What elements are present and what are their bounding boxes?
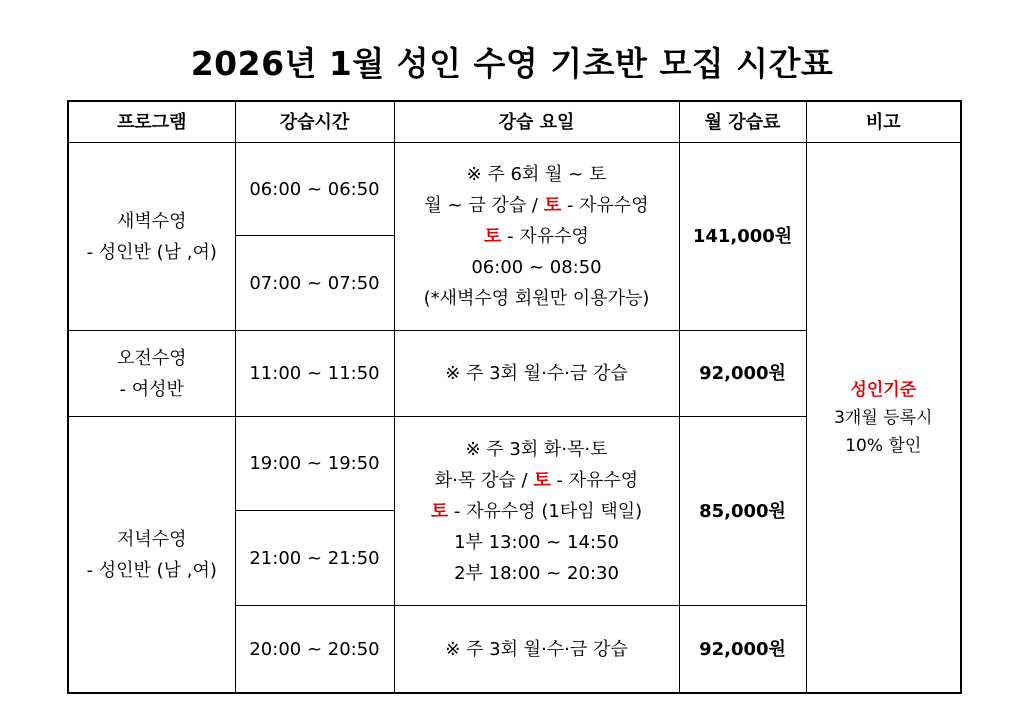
days-cell: ※ 주 3회 월·수·금 강습 [394, 606, 679, 694]
note-line: 10% 할인 [845, 435, 922, 456]
days-line: ※ 주 3회 화·목·토 [465, 438, 608, 460]
time-cell: 20:00 ~ 20:50 [235, 606, 394, 694]
program-name: 저녁수영 [116, 528, 187, 550]
days-line: 1부 13:00 ~ 14:50 [454, 531, 619, 553]
program-cell-morning [68, 331, 235, 417]
note-highlight: 성인기준 [850, 379, 917, 400]
days-line [395, 496, 679, 527]
days-text: - 자유수영 [561, 195, 649, 216]
table-row [68, 143, 961, 236]
note-line: 3개월 등록시 [834, 407, 933, 428]
program-cell-dawn [68, 143, 235, 331]
header-days: 강습 요일 [394, 101, 679, 143]
fee-cell: 92,000원 [679, 331, 806, 417]
days-line [395, 190, 679, 221]
days-text: - 자유수영 [550, 469, 639, 491]
header-row [68, 101, 961, 143]
days-line: ※ 주 6회 월 ~ 토 [466, 164, 607, 185]
time-cell: 06:00 ~ 06:50 [235, 143, 394, 236]
page-title: 2026년 1월 성인 수영 기초반 모집 시간표 [190, 44, 834, 83]
saturday-highlight: 토 [430, 500, 449, 522]
header-note: 비고 [806, 101, 961, 143]
days-text: - 자유수영 [501, 226, 589, 247]
fee-cell: 85,000원 [679, 417, 806, 606]
days-text: 월 ~ 금 강습 / [424, 195, 544, 216]
days-line [395, 221, 679, 252]
days-line: (*새벽수영 회원만 이용가능) [423, 288, 650, 309]
saturday-highlight: 토 [533, 469, 551, 491]
days-text: - 자유수영 (1타임 택일) [448, 500, 643, 522]
time-cell: 21:00 ~ 21:50 [235, 511, 394, 606]
schedule-table [67, 100, 962, 694]
days-cell-dawn [394, 143, 679, 331]
program-name: 새벽수영 [116, 210, 187, 232]
days-line: 2부 18:00 ~ 20:30 [454, 562, 619, 584]
header-program: 프로그램 [68, 101, 235, 143]
program-cell-evening [68, 417, 235, 694]
time-cell: 07:00 ~ 07:50 [235, 236, 394, 331]
program-group: - 성인반 (남 ,여) [86, 559, 217, 581]
days-line [395, 465, 679, 496]
header-time: 강습시간 [235, 101, 394, 143]
note-cell [806, 143, 961, 694]
program-group: - 성인반 (남 ,여) [86, 241, 217, 263]
time-cell: 19:00 ~ 19:50 [235, 417, 394, 511]
days-text: 화·목 강습 / [434, 469, 534, 491]
days-cell-evening [394, 417, 679, 606]
days-cell: ※ 주 3회 월·수·금 강습 [394, 331, 679, 417]
fee-cell: 141,000원 [679, 143, 806, 331]
days-line: 06:00 ~ 08:50 [471, 257, 602, 278]
saturday-highlight: 토 [484, 226, 502, 247]
header-fee: 월 강습료 [679, 101, 806, 143]
time-cell: 11:00 ~ 11:50 [235, 331, 394, 417]
fee-cell: 92,000원 [679, 606, 806, 694]
program-name: 오전수영 [116, 347, 187, 369]
program-group: - 여성반 [119, 378, 184, 400]
saturday-highlight: 토 [543, 195, 562, 216]
